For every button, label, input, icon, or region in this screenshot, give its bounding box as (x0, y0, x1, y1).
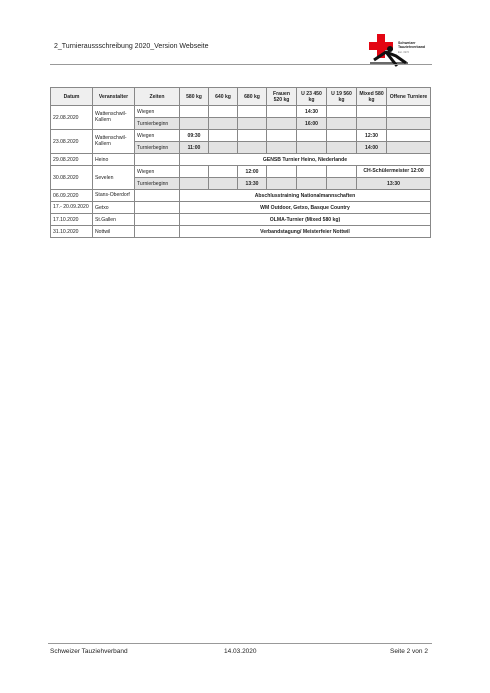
time-cell (209, 166, 238, 178)
organizer-cell: Nottwil (93, 226, 135, 238)
footer-page-number: Seite 2 von 2 (390, 648, 428, 655)
time-label-cell: Turnierbeginn (135, 118, 180, 130)
time-cell (297, 178, 327, 190)
table-row (51, 226, 431, 238)
column-header: 640 kg (209, 88, 238, 106)
time-label-cell: Wiegen (135, 166, 180, 178)
time-cell (387, 142, 431, 154)
organizer-cell: Wattenschwil-Kallern (93, 130, 135, 154)
table-row (51, 154, 431, 166)
time-cell (297, 166, 327, 178)
time-cell (297, 142, 327, 154)
time-cell (387, 106, 431, 118)
column-header: Offene Turniere (387, 88, 431, 106)
time-cell: 09:30 (180, 130, 209, 142)
organizer-cell: St.Gallen (93, 214, 135, 226)
time-cell (209, 142, 238, 154)
time-cell (327, 130, 357, 142)
event-span-cell: GENSB Turnier Heino, Niederlande (180, 154, 431, 166)
event-span-cell: WM Outdoor, Getxo, Basque Country (180, 202, 431, 214)
logo-line-1: Schweizer (398, 41, 416, 45)
time-cell (238, 118, 267, 130)
date-cell: 06.09.2020 (51, 190, 93, 202)
time-cell (387, 118, 431, 130)
time-label-cell: Wiegen (135, 106, 180, 118)
organizer-cell: Heino (93, 154, 135, 166)
time-cell: 12:00 (238, 166, 267, 178)
event-span-cell: Abschlusstraining Nationalmannschaften (180, 190, 431, 202)
table-row (51, 202, 431, 214)
date-cell: 31.10.2020 (51, 226, 93, 238)
time-cell (267, 178, 297, 190)
event-span-cell: Verbandstagung/ Meisterfeier Nottwil (180, 226, 431, 238)
logo-line-2: Tauziehverband (398, 45, 426, 50)
time-cell (267, 166, 297, 178)
column-header: U 23 450 kg (297, 88, 327, 106)
time-cell (180, 166, 209, 178)
time-cell (238, 130, 267, 142)
time-label-cell (135, 154, 180, 166)
time-label-cell (135, 226, 180, 238)
time-cell (267, 118, 297, 130)
time-cell (238, 142, 267, 154)
time-cell: 11:00 (180, 142, 209, 154)
time-cell (209, 130, 238, 142)
column-header: Mixed 580 kg (357, 88, 387, 106)
column-header: Zeiten (135, 88, 180, 106)
table-row (51, 190, 431, 202)
footer-divider (48, 643, 432, 644)
time-label-cell: Turnierbeginn (135, 178, 180, 190)
time-cell (267, 130, 297, 142)
time-cell (327, 142, 357, 154)
tournament-schedule-table (50, 87, 431, 238)
logo-text (398, 41, 425, 49)
organizer-cell: Stans-Oberdorf (93, 190, 135, 202)
column-header: Veranstalter (93, 88, 135, 106)
time-label-cell (135, 214, 180, 226)
footer-date: 14.03.2020 (224, 648, 257, 655)
table-header-row (51, 88, 431, 106)
time-label-cell: Wiegen (135, 130, 180, 142)
table-row (51, 106, 431, 118)
time-cell: 13:30 (238, 178, 267, 190)
date-cell: 22.08.2020 (51, 106, 93, 130)
time-cell (327, 178, 357, 190)
time-cell (180, 178, 209, 190)
time-cell (238, 106, 267, 118)
date-cell: 17.- 20.09.2020 (51, 202, 93, 214)
time-label-cell (135, 202, 180, 214)
time-cell (357, 106, 387, 118)
time-cell: 12:30 (357, 130, 387, 142)
time-cell: CH-Schülermeister 12:00 (357, 166, 431, 178)
time-cell (267, 106, 297, 118)
time-cell (297, 130, 327, 142)
time-label-cell: Turnierbeginn (135, 142, 180, 154)
table-row (51, 166, 431, 178)
time-cell: 14:30 (297, 106, 327, 118)
time-cell (209, 178, 238, 190)
time-cell (180, 106, 209, 118)
time-cell (209, 118, 238, 130)
date-cell: 17.10.2020 (51, 214, 93, 226)
event-span-cell: OLMA-Turnier (Mixed 580 kg) (180, 214, 431, 226)
table-row (51, 130, 431, 142)
header-divider (50, 64, 432, 65)
time-cell: 16:00 (297, 118, 327, 130)
time-cell (209, 106, 238, 118)
time-cell (327, 166, 357, 178)
date-cell: 23.08.2020 (51, 130, 93, 154)
column-header: Datum (51, 88, 93, 106)
time-cell (387, 130, 431, 142)
footer-organization: Schweizer Tauziehverband (50, 648, 128, 655)
organizer-cell: Wattenschwil-Kallern (93, 106, 135, 130)
time-cell (180, 118, 209, 130)
column-header: 680 kg (238, 88, 267, 106)
column-header: 580 kg (180, 88, 209, 106)
time-cell (327, 118, 357, 130)
time-cell (267, 142, 297, 154)
document-header-title: 2_Turnieraussschreibung 2020_Version Webseite (54, 43, 209, 50)
organizer-cell: Getxo (93, 202, 135, 214)
column-header: U 19 560 kg (327, 88, 357, 106)
date-cell: 30.08.2020 (51, 166, 93, 190)
time-cell (357, 118, 387, 130)
time-label-cell (135, 190, 180, 202)
date-cell: 29.08.2020 (51, 154, 93, 166)
time-cell: 13:30 (357, 178, 431, 190)
column-header: Frauen 520 kg (267, 88, 297, 106)
organizer-cell: Sevelen (93, 166, 135, 190)
time-cell: 14:00 (357, 142, 387, 154)
logo-subtext: Est. 1972 (398, 51, 409, 54)
time-cell (327, 106, 357, 118)
table-row (51, 214, 431, 226)
